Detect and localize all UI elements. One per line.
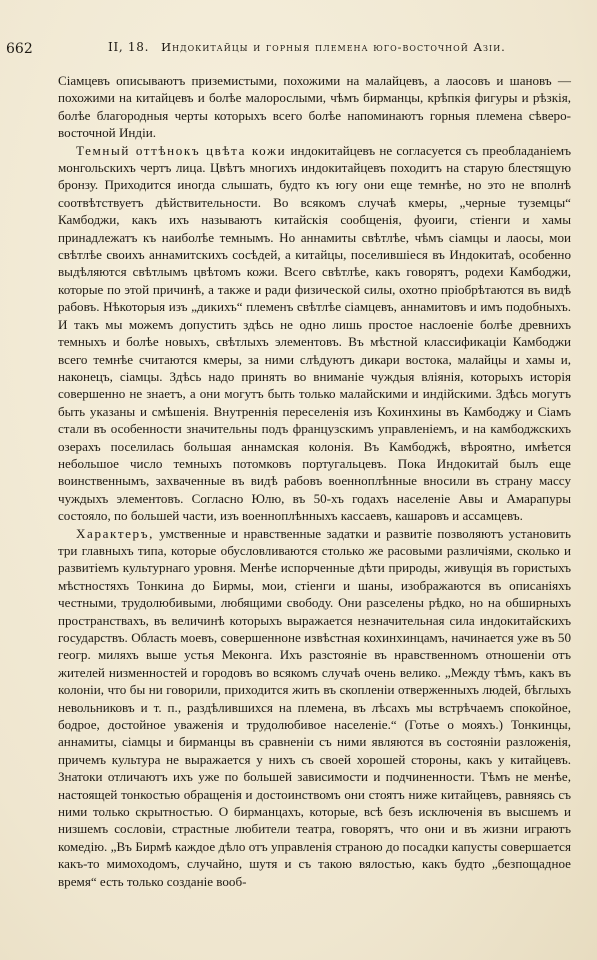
paragraph-text: умственные и нравственные задатки и развитіе позволяютъ установить три главныхъ типа, которые обусловливаются столько же расовыми различіями, сколько и развитіемъ культурнаго уровня. Менѣе испорченные дѣти природы, живущія въ гористыхъ мѣстностяхъ Тонкина до Бирмы, мои, стіенги и шаны, изображаются въ описаніяхъ честными, трудолюбивыми, любящими свободу. Они разселены рѣдко, но на обширныхъ пространствахъ, въ величинѣ которыхъ выражается незначительная сила индокитайскихъ государствъ. Область моевъ, совершенноне извѣстная кохинхинцамъ, начинается уже въ 50 геогр. миляхъ выше устья Меконга. Ихъ разстояніе въ нравственномъ отношеніи отъ жителей низменностей и городовъ во всякомъ случаѣ очень велико. „Между тѣмъ, какъ въ колоніи, что бы ни говорили, приходится жить въ скопленіи отверженныхъ людей, бѣглыхъ невольниковъ и т. п., раздѣлившихся на племена, въ лѣсахъ мы встрѣчаемъ спокойное, бодрое, достойное уваженія и трудолюбивое населеніе.“ (Готье о мояхъ.) Тонкинцы, аннамиты, сіамцы и бирманцы въ сравненіи съ ними являются въ состояніи разложенія, причемъ культура не выражается у нихъ съ своей хорошей стороны, какъ у китайцевъ. Знатоки отличаютъ ихъ уже по большей зависимости и подчиненности. Тѣмъ не менѣе, настоящей тонкостью обращенія и достоинствомъ они стоятъ ниже китайцевъ, равняясь съ ними только скрытностью. О бирманцахъ, которые, всѣ безъ исключенія въ высшемъ и низшемъ сословіи, страстные любители театра, говорятъ, что они и въ жизни играютъ комедію. „Въ Бирмѣ каждое дѣло отъ управленія страною до посадки капусты совершается какъ-то мимоходомъ, случайно, шутя и съ такою вялостью, какъ будто „безпощадное время“ есть только созданіе вооб- — [58, 525, 571, 889]
section-reference: II, 18. — [108, 40, 150, 54]
running-head — [6, 40, 571, 62]
running-title: Индокитайцы и горныя племена юго-восточной Азіи. — [161, 40, 506, 54]
paragraph-1 — [58, 72, 571, 142]
paragraph-text: индокитайцевъ не согласуется съ преобладаніемъ монгольскихъ чертъ лица. Цвѣтъ многихъ индокитайцевъ походитъ на старую блестящую бронзу. Приходится иногда слышать, будто къ югу они еще темнѣе, но это не вполнѣ соотвѣтствуетъ дѣйствительности. Во всякомъ случаѣ кмеры, „черные туземцы“ Камбоджи, какъ ихъ называютъ китайскія сообщенія, фуоиги, стіенги и хамы принадлежатъ къ наиболѣе темнымъ. Но аннамиты свѣтлѣе, чѣмъ сіамцы и лаосы, мои свѣтлѣе своихъ аннамитскихъ сосѣдей, а китайцы, поселившіеся въ Индокитаѣ, особенно выдѣляются свѣтлымъ цвѣтомъ кожи. Всего свѣтлѣе, какъ говорятъ, родехи Камбоджи, которые по этой причинѣ, а также и ради физической силы, охотно пріобрѣтаются въ видѣ рабовъ. Нѣкоторыя изъ „дикихъ“ племенъ свѣтлѣе сіамцевъ, аннамитовъ и имъ подобныхъ. И такъ мы можемъ допустить здѣсь не одно лишь простое наслоеніе болѣе древнихъ темныхъ и болѣе новыхъ, свѣтлыхъ элементовъ. Въ мѣстной классификаціи Камбоджи всего темнѣе считаются кмеры, за ними слѣдуютъ дикари востока, малайцы и хамы и, наконецъ, сіамцы. Здѣсь надо принять во вниманіе чуждыя вліянія, которыхъ исторія совершенно не знаетъ, а они могутъ быть только малайскими и индійскими. Здѣсь могутъ быть указаны и смѣшенія. Внутреннія переселенія изъ Кохинхины въ Камбоджу и Сіамъ стали въ особенности значительны подъ французскимъ управленіемъ, и на камбоджскихъ озерахъ поселилась большая аннамская колонія. Въ Камбоджѣ, вѣроятно, имѣется небольшое число темныхъ потомковъ португальцевъ. Пока Индокитай былъ еще воинственнымъ, захваченные въ видѣ рабовъ военноплѣнные вносили въ страну массу чуждыхъ элементовъ. Согласно Юлю, въ 50-хъ годахъ населеніе Авы и Амарапуры состояло, по большей части, изъ военноплѣнныхъ кассаевъ, кашаровъ и ассамцевъ. — [58, 142, 571, 524]
paragraph-2 — [58, 142, 571, 525]
page-number: 662 — [6, 41, 33, 57]
paragraph-lead: Темный оттѣнокъ цвѣта кожи — [76, 142, 287, 158]
paragraph-3 — [58, 525, 571, 891]
paragraph-lead: Характеръ, — [76, 525, 154, 541]
body-text — [58, 72, 571, 890]
paragraph-text: Сіамцевъ описываютъ приземистыми, похожими на малайцевъ, а лаосовъ и шановъ — похожими на китайцевъ и болѣе малорослыми, чѣмъ бирманцы, крѣпкія фигуры и рѣзкія, болѣе благородныя черты которыхъ всего болѣе напоминаютъ горныя племена сѣверо-восточной Индіи. — [58, 73, 571, 141]
